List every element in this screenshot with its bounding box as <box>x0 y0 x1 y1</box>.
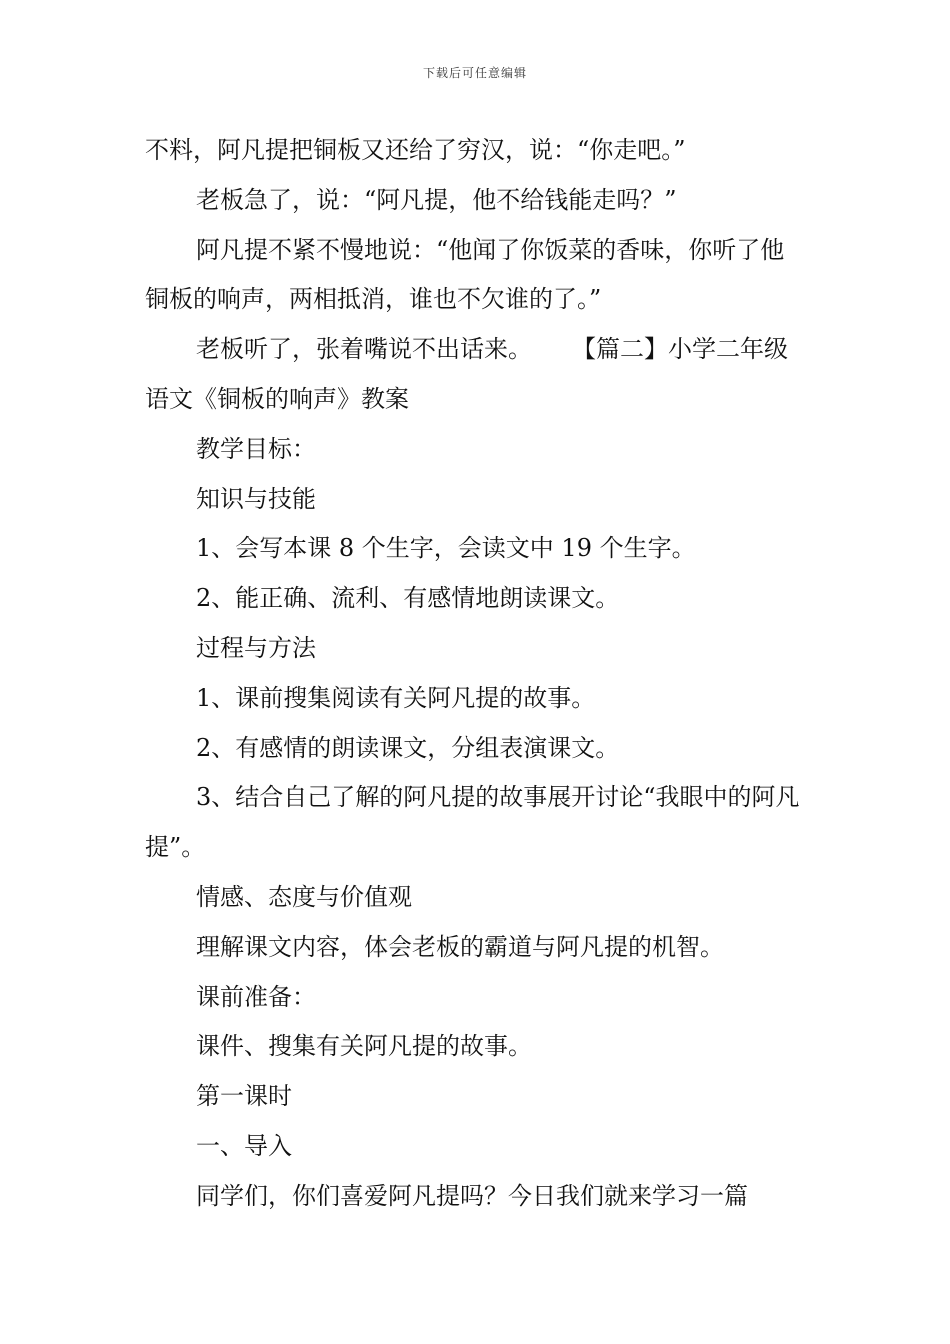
paragraph: 不料，阿凡提把铜板又还给了穷汉，说：“你走吧。” <box>145 136 686 164</box>
paragraph: 3、结合自己了解的阿凡提的故事展开讨论“我眼中的阿凡提”。 <box>145 783 800 862</box>
paragraph: 2、能正确、流利、有感情地朗读课文。 <box>196 584 620 613</box>
paragraph: 过程与方法 <box>196 633 316 662</box>
paragraph: 老板急了，说：“阿凡提，他不给钱能走吗？” <box>196 185 677 214</box>
paragraph-with-section-title <box>145 325 807 425</box>
paragraph: 教学目标： <box>196 434 316 463</box>
paragraph: 同学们，你们喜爱阿凡提吗？今日我们就来学习一篇 <box>196 1181 748 1210</box>
paragraph: 情感、态度与价值观 <box>196 882 412 911</box>
paragraph: 课件、搜集有关阿凡提的故事。 <box>196 1032 532 1061</box>
paragraph: 一、导入 <box>196 1131 292 1160</box>
paragraph: 课前准备： <box>196 982 316 1011</box>
document-body <box>145 126 807 1222</box>
paragraph: 1、会写本课 8 个生字，会读文中 19 个生字。 <box>196 534 696 563</box>
section-title: 【篇二】小学二年级语文《铜板的响声》教案 <box>145 335 788 413</box>
paragraph: 第一课时 <box>196 1082 292 1111</box>
paragraph-text: 老板听了，张着嘴说不出话来。 <box>196 335 532 364</box>
paragraph: 阿凡提不紧不慢地说：“他闻了你饭菜的香味，你听了他铜板的响声，两相抵消，谁也不欠谁的了。” <box>145 235 785 314</box>
paragraph: 理解课文内容，体会老板的霸道与阿凡提的机智。 <box>196 932 724 961</box>
paragraph: 知识与技能 <box>196 484 316 513</box>
page-header: 下载后可任意编辑 <box>422 66 527 80</box>
paragraph: 1、课前搜集阅读有关阿凡提的故事。 <box>196 683 596 712</box>
paragraph: 2、有感情的朗读课文，分组表演课文。 <box>196 733 620 762</box>
